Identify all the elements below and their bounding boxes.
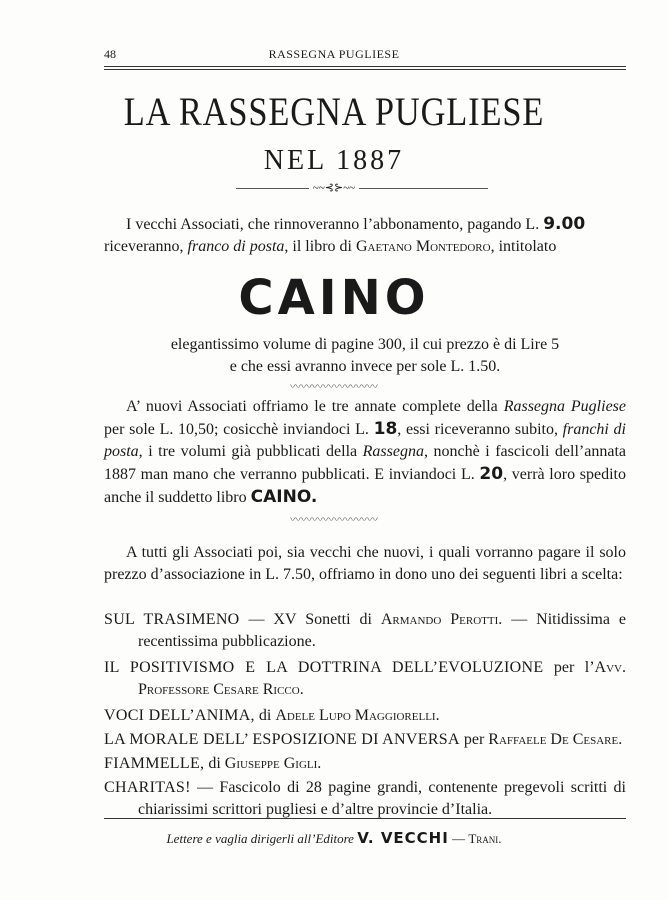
running-title: RASSEGNA PUGLIESE — [268, 47, 400, 61]
header-rule-bottom — [104, 69, 626, 70]
new-subscribers-paragraph: A’ nuovi Associati offriamo le tre annate complete della Rassegna Pugliese per sole L. 10,50; cosicchè inviandoci L. 18, essi riceveranno subito, franchi di posta, i tre volumi già pubblicati della Rassegna, nonchè i fascicoli dell’annata 1887 man mano che verranno pubblicati. E inviandoci L. 20, verrà loro spedito anche il suddetto libro CAINO. — [104, 398, 627, 507]
gift-book-item: IL POSITIVISMO E LA DOTTRINA DELL’EVOLUZIONE per l’Avv. Professore Cesare Ricco. — [104, 659, 626, 698]
title-ornament: ~~⊰⊱~~ — [0, 183, 668, 193]
publisher-name: V. VECCHI — [357, 829, 449, 847]
price-18: 18 — [373, 419, 398, 439]
gift-book-item: VOCI DELL’ANIMA, di Adele Lupo Maggiorelli. — [104, 707, 440, 724]
price-20: 20 — [479, 464, 504, 484]
main-title: LA RASSEGNA PUGLIESE — [123, 89, 545, 134]
author-montedoro: Gaetano Montedoro — [355, 238, 491, 255]
page-number: 48 — [104, 47, 116, 61]
publisher-town: Trani. — [468, 831, 502, 846]
old-subscribers-line-2: riceveranno, franco di posta, il libro di Gaetano Montedoro, intitolato — [104, 238, 557, 255]
gift-book-item: LA MORALE DELL’ ESPOSIZIONE DI ANVERSA per Raffaele De Cesare. — [104, 731, 623, 748]
book-caino-inline: CAINO. — [250, 487, 318, 507]
caino-description: elegantissimo volume di pagine 300, il cui prezzo è di Lire 5 e che essi avranno invece per sole L. 1.50. — [170, 336, 560, 375]
gift-book-item: FIAMMELLE, di Giuseppe Gigli. — [104, 755, 322, 772]
price-9: 9.00 — [543, 214, 586, 234]
header-rule-top — [104, 66, 626, 67]
old-subscribers-paragraph — [104, 213, 626, 258]
gift-offer-paragraph: A tutti gli Associati poi, sia vecchi che nuovi, i quali vorranno pagare il solo prezzo d’associazione in L. 7.50, offriamo in dono uno dei seguenti libri a scelta: — [104, 544, 626, 583]
footer-rule — [104, 818, 626, 819]
publisher-footer: Lettere e vaglia dirigerli all’Editore V. VECCHI — Trani. — [166, 829, 502, 847]
wavy-separator-2: 〰〰〰〰〰〰〰〰 — [290, 514, 378, 526]
year-subtitle: NEL 1887 — [263, 145, 405, 176]
gift-book-item: CHARITAS! — Fascicolo di 28 pagine grandi, contenente pregevoli scritti di chiarissimi scrittori pugliesi e d’altre provincie d’Italia. — [104, 779, 626, 818]
wavy-separator-1: 〰〰〰〰〰〰〰〰 — [290, 381, 378, 393]
gift-book-item: SUL TRASIMENO — XV Sonetti di Armando Perotti. — Nitidissima e recentissima pubblicazione. — [104, 611, 626, 650]
gift-books-list — [104, 609, 626, 821]
old-subscribers-line-1: I vecchi Associati, che rinnoveranno l’abbonamento, pagando L. 9.00 — [126, 214, 586, 234]
book-title-caino: CAINO — [238, 270, 430, 326]
